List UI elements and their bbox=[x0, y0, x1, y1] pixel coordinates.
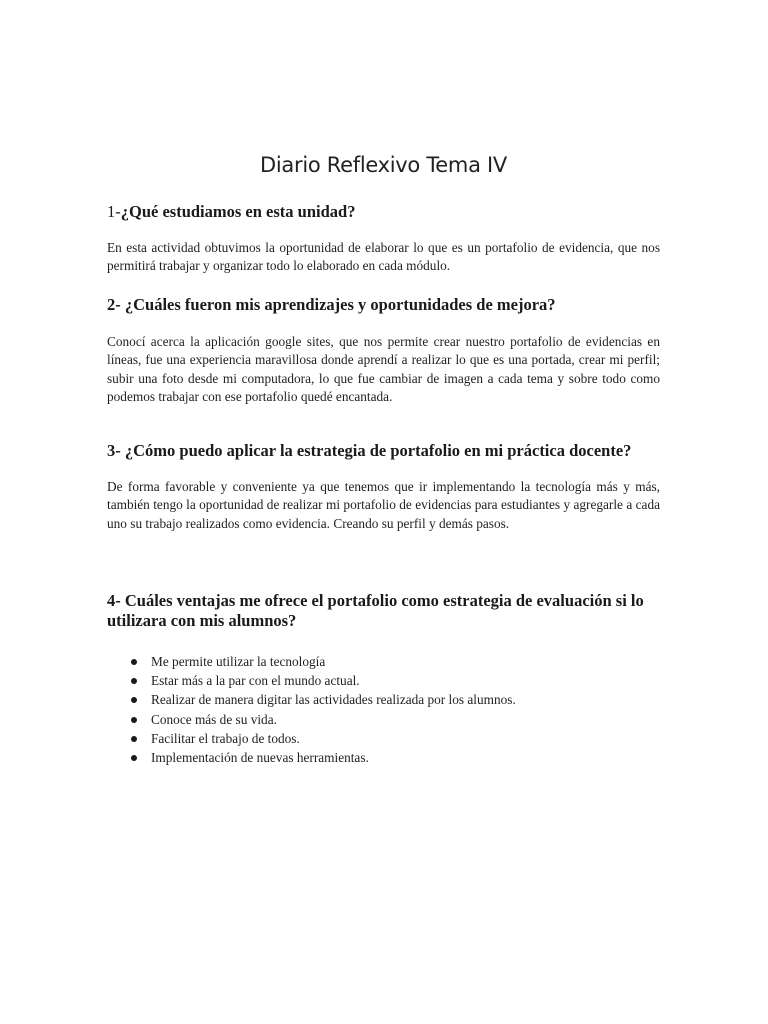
bullet-icon bbox=[131, 755, 137, 761]
list-item-text: Conoce más de su vida. bbox=[151, 711, 277, 727]
bullet-icon bbox=[131, 659, 137, 665]
bullet-icon bbox=[131, 678, 137, 684]
section-3 bbox=[107, 441, 660, 533]
list-item bbox=[107, 710, 660, 729]
section-2-question: ¿Cuáles fueron mis aprendizajes y oportunidades de mejora? bbox=[120, 295, 556, 314]
document-title: Diario Reflexivo Tema IV bbox=[260, 153, 507, 177]
section-1-number: 1- bbox=[107, 202, 121, 221]
list-item-text: Estar más a la par con el mundo actual. bbox=[151, 673, 360, 689]
section-1-answer: En esta actividad obtuvimos la oportunidad de elaborar lo que es un portafolio de evidencia, que nos permitirá trabajar y organizar todo lo elaborado en cada módulo. bbox=[107, 240, 660, 274]
list-item bbox=[107, 671, 660, 690]
section-3-heading bbox=[107, 441, 660, 461]
list-item-text: Me permite utilizar la tecnología bbox=[151, 654, 326, 669]
section-2-heading bbox=[107, 295, 660, 315]
list-item bbox=[107, 652, 660, 671]
bullet-icon bbox=[131, 697, 137, 703]
list-item bbox=[107, 690, 660, 709]
section-3-number: 3- bbox=[107, 441, 121, 460]
section-2 bbox=[107, 295, 660, 407]
list-item-text: Realizar de manera digitar las actividades realizada por los alumnos. bbox=[151, 692, 516, 708]
section-4-number: 4- bbox=[107, 591, 121, 610]
list-item bbox=[107, 729, 660, 748]
section-4-heading bbox=[107, 591, 660, 631]
list-item-text: Facilitar el trabajo de todos. bbox=[151, 730, 300, 746]
advantages-list bbox=[107, 652, 660, 767]
section-2-answer: Conocí acerca la aplicación google sites, que nos permite crear nuestro portafolio de evidencias en líneas, fue una experiencia maravillosa donde aprendí a realizar lo que es una portada, crear mi perfil; subir una foto desde mi computadora, lo que fue cambiar de imagen a cada tema y sobre todo como podemos trabajar con ese portafolio quedé encantada. bbox=[107, 334, 660, 405]
section-2-number: 2- bbox=[107, 295, 121, 314]
list-item bbox=[107, 748, 660, 767]
section-4-question: Cuáles ventajas me ofrece el portafolio como estrategia de evaluación si lo utilizara con mis alumnos? bbox=[107, 591, 644, 630]
bullet-icon bbox=[131, 717, 137, 723]
section-1-heading bbox=[107, 202, 660, 222]
section-3-question: ¿Cómo puedo aplicar la estrategia de portafolio en mi práctica docente? bbox=[120, 441, 632, 460]
section-3-answer: De forma favorable y conveniente ya que tenemos que ir implementando la tecnología más y más, también tengo la oportunidad de realizar mi portafolio de evidencias para estudiantes y agregarle a cada uno su trabajo realizados como evidencia. Creando su perfil y demás pasos. bbox=[107, 479, 660, 531]
bullet-icon bbox=[131, 736, 137, 742]
section-4 bbox=[107, 591, 660, 767]
section-1 bbox=[107, 202, 660, 276]
list-item-text: Implementación de nuevas herramientas. bbox=[151, 750, 369, 766]
section-1-question: ¿Qué estudiamos en esta unidad? bbox=[120, 202, 356, 221]
